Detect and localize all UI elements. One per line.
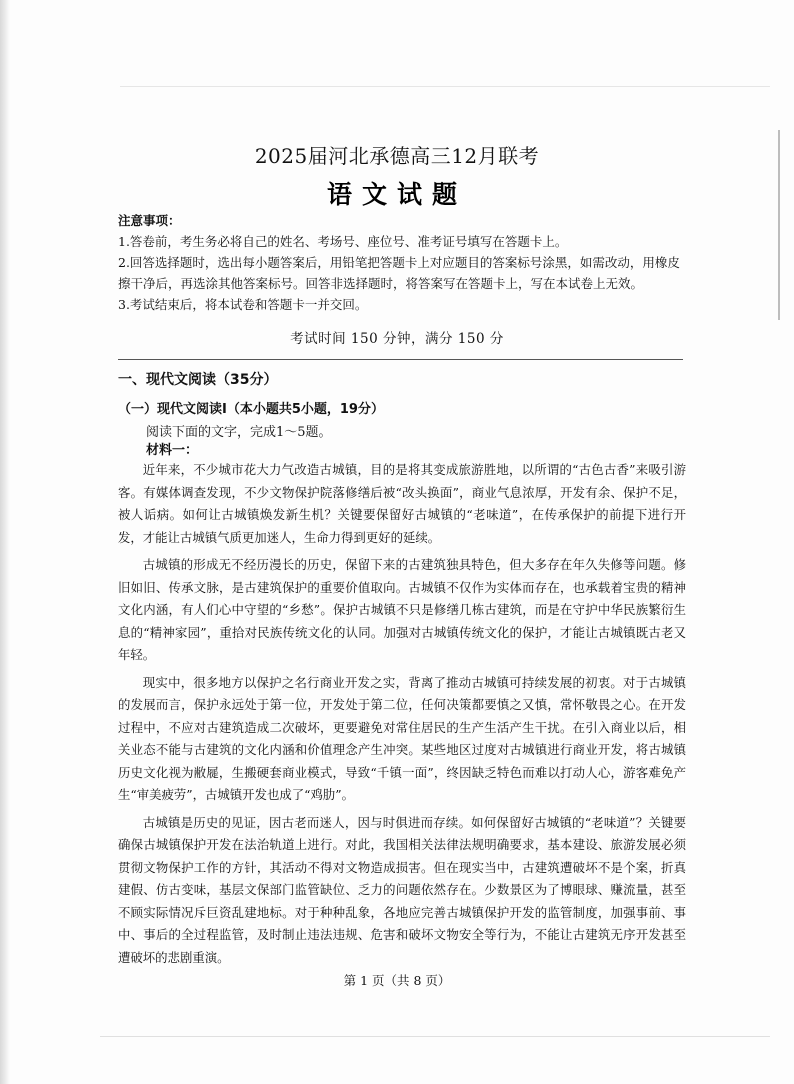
notice-block <box>118 210 678 315</box>
paragraph: 近年来，不少城市花大力气改造古城镇，目的是将其变成旅游胜地，以所谓的“古色古香”来吸引游客。有媒体调查发现，不少文物保护院落修缮后被“改头换面”，商业气息浓厚，开发有余、保护不足，被人诟病。如何让古城镇焕发新生机？关键要保留好古城镇的“老味道”，在传承保护的前提下进行开发，才能让古城镇气质更加迷人，生命力得到更好的延续。 <box>118 462 686 545</box>
scan-top-line <box>120 86 770 87</box>
notice-line: 2.回答选择题时，选出每小题答案后，用铅笔把答题卡上对应题目的答案标号涂黑，如需改动，用橡皮 <box>118 255 680 270</box>
notice-line: 3.考试结束后，将本试卷和答题卡一并交回。 <box>118 297 368 312</box>
subsection-title: （一）现代文阅读Ⅰ（本小题共5小题，19分） <box>118 402 384 417</box>
exam-time: 考试时间 150 分钟，满分 150 分 <box>290 331 504 347</box>
header-divider <box>118 359 683 360</box>
page-number: 第 1 页（共 8 页） <box>343 973 451 988</box>
material-body <box>118 459 686 974</box>
notice-line: 擦干净后，再选涂其他答案标号。回答非选择题时，将答案写在答题卡上，写在本试卷上无效。 <box>118 276 644 291</box>
exam-title: 2025届河北承德高三12月联考 <box>254 144 540 168</box>
scan-bottom-line <box>100 1036 770 1037</box>
section-title: 一、现代文阅读（35分） <box>118 372 278 388</box>
exam-header <box>0 140 794 211</box>
notice-heading: 注意事项： <box>118 213 181 228</box>
reading-instruction: 阅读下面的文字，完成1～5题。 <box>146 425 332 440</box>
notice-line: 1.答卷前，考生务必将自己的姓名、考场号、座位号、准考证号填写在答题卡上。 <box>118 234 568 249</box>
paragraph: 古城镇是历史的见证，因古老而迷人，因与时俱进而存续。如何保留好古城镇的“老味道”？关键要确保古城镇保护开发在法治轨道上进行。对此，我国相关法律法规明确要求，基本建设、旅游发展必须贯彻文物保护工作的方针，其活动不得对文物造成损害。但在现实当中，古建筑遭破坏不是个案，折真建假、仿古变味，基层文保部门监管缺位、乏力的问题依然存在。少数景区为了博眼球、赚流量，甚至不顾实际情况斥巨资乱建地标。对于种种乱象，各地应完善古城镇保护开发的监管制度，加强事前、事中、事后的全过程监管，及时制止违法违规、危害和破坏文物安全等行为，不能让古建筑无序开发甚至遭破坏的悲剧重演。 <box>118 814 686 965</box>
subject-title: 语文试题 <box>326 180 467 209</box>
material-label: 材料一： <box>146 443 199 458</box>
paragraph: 古城镇的形成无不经历漫长的历史，保留下来的古建筑独具特色，但大多存在年久失修等问题。修旧如旧、传承文脉，是古建筑保护的重要价值取向。古城镇不仅作为实体而存在，也承载着宝贵的精神文化内涵，有人们心中守望的“乡愁”。保护古城镇不只是修缮几栋古建筑，而是在守护中华民族繁衍生息的“精神家园”，重拾对民族传统文化的认同。加强对古城镇传统文化的保护，才能让古城镇既古老又年轻。 <box>118 557 686 662</box>
paragraph: 现实中，很多地方以保护之名行商业开发之实，背离了推动古城镇可持续发展的初衷。对于古城镇的发展而言，保护永远处于第一位，开发处于第二位，任何决策都要慎之又慎，常怀敬畏之心。在开发过程中，不应对古建筑造成二次破坏，更要避免对常住居民的生产生活产生干扰。在引入商业以后，相关业态不能与古建筑的文化内涵和价值理念产生冲突。某些地区过度对古城镇进行商业开发，将古城镇历史文化视为敝屣，生搬硬套商业模式，导致“千镇一面”，终因缺乏特色而难以打动人心，游客难免产生“审美疲劳”，古城镇开发也成了“鸡肋”。 <box>118 674 686 802</box>
